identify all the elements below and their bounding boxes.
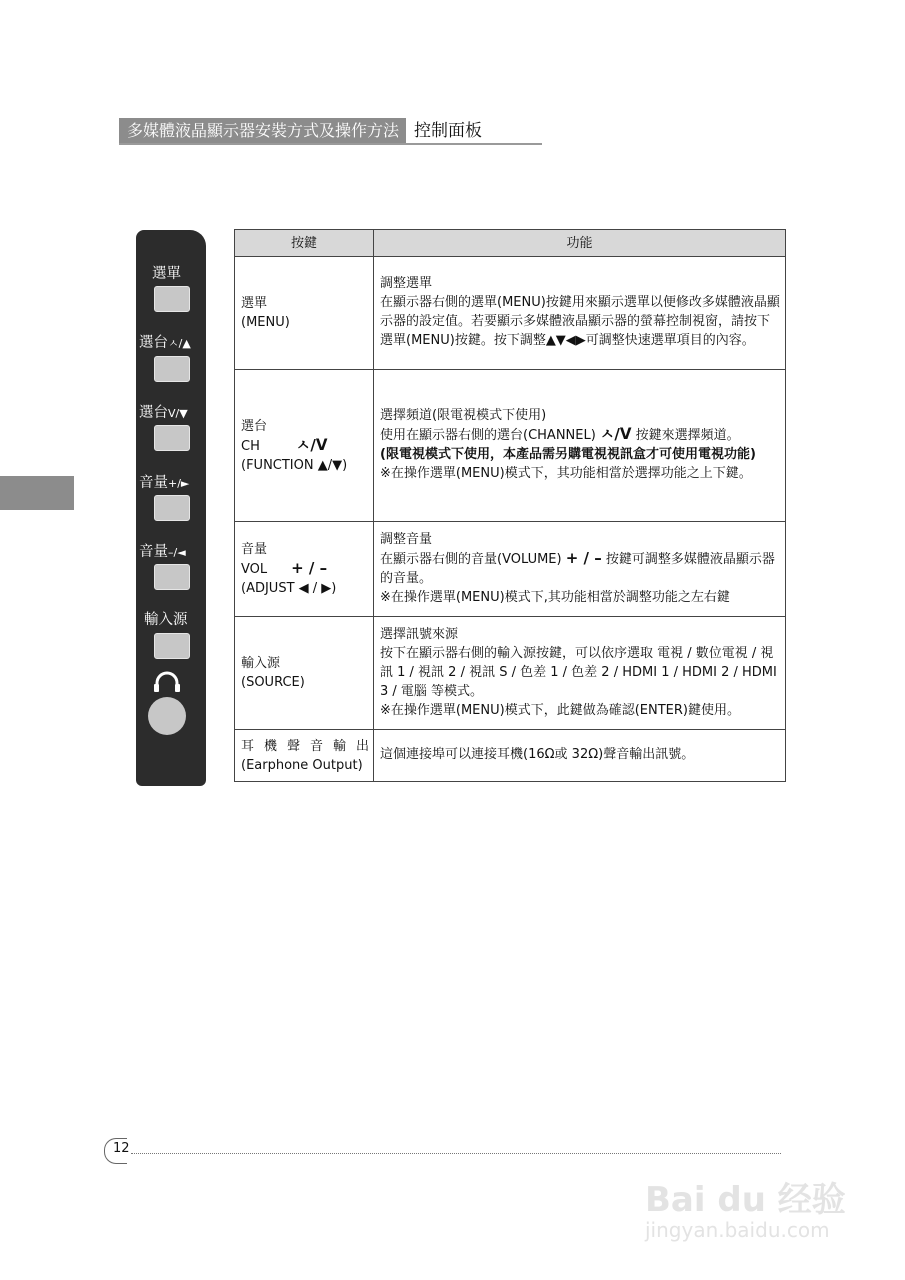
table-row bbox=[235, 257, 786, 370]
function-cell: 選擇頻道(限電視模式下使用) 使用在顯示器右側的選台(CHANNEL) ㅅ/ᐯ 按鍵來選擇頻道。 (限電視模式下使用，本產品需另購電視視訊盒才可使用電視功能) ※在操作選單(MENU)模式下，其功能相當於選擇功能之上下鍵。 bbox=[374, 370, 786, 522]
earphone-jack bbox=[148, 697, 186, 735]
panel-label-volume-down: 音量–/◄ bbox=[139, 544, 186, 560]
section-title: 多媒體液晶顯示器安裝方式及操作方法 bbox=[119, 118, 406, 144]
table-row bbox=[235, 730, 786, 782]
key-cell: 輸入源 (SOURCE) bbox=[235, 617, 374, 730]
baidu-watermark-logo: Bai du 经验 bbox=[645, 1180, 846, 1220]
key-cell: 音量 VOL + / – (ADJUST ◀ / ▶) bbox=[235, 522, 374, 617]
control-function-table bbox=[234, 229, 786, 782]
panel-source-button bbox=[154, 633, 190, 659]
column-header-key: 按鍵 bbox=[235, 230, 374, 257]
section-header bbox=[119, 118, 490, 144]
panel-label-channel-down: 選台ᐯ/▼ bbox=[139, 405, 188, 421]
chapter-tab bbox=[0, 476, 74, 510]
panel-label-channel-up: 選台ㅅ/▲ bbox=[139, 335, 191, 351]
page-title: 控制面板 bbox=[414, 121, 483, 141]
footer-dotted-rule bbox=[131, 1153, 781, 1154]
panel-menu-button bbox=[154, 286, 190, 312]
baidu-watermark-url: jingyan.baidu.com bbox=[645, 1218, 830, 1242]
function-cell: 選擇訊號來源 按下在顯示器右側的輸入源按鍵，可以依序選取 電視 / 數位電視 / 視訊 1 / 視訊 2 / 視訊 S / 色差 1 / 色差 2 / HDMI 1 / HDMI 2 / HDMI 3 / 電腦 等模式。 ※在操作選單(MENU)模式下，此鍵做為確認(ENTER)鍵使用。 bbox=[374, 617, 786, 730]
function-cell: 這個連接埠可以連接耳機(16Ω或 32Ω)聲音輸出訊號。 bbox=[374, 730, 786, 782]
table-row bbox=[235, 617, 786, 730]
table-header-row bbox=[235, 230, 786, 257]
column-header-function: 功能 bbox=[374, 230, 786, 257]
header-underline bbox=[119, 143, 542, 145]
panel-label-source: 輸入源 bbox=[144, 612, 188, 628]
panel-channel-up-button bbox=[154, 356, 190, 382]
key-cell: 耳機聲音輸出 (Earphone Output) bbox=[235, 730, 374, 782]
headphone-icon bbox=[148, 668, 186, 694]
key-cell: 選台 CH ㅅ/ᐯ (FUNCTION ▲/▼) bbox=[235, 370, 374, 522]
function-cell: 調整選單 在顯示器右側的選單(MENU)按鍵用來顯示選單以便修改多媒體液晶顯示器的設定值。若要顯示多媒體液晶顯示器的螢幕控制視窗，請按下選單(MENU)按鍵。按下調整▲▼◀▶可調整快速選單項目的內容。 bbox=[374, 257, 786, 370]
panel-label-menu: 選單 bbox=[152, 266, 181, 282]
table-row bbox=[235, 522, 786, 617]
page-number: 12 bbox=[113, 1141, 130, 1156]
panel-label-volume-up: 音量+/► bbox=[139, 475, 190, 491]
panel-volume-up-button bbox=[154, 495, 190, 521]
table-row bbox=[235, 370, 786, 522]
panel-volume-down-button bbox=[154, 564, 190, 590]
function-cell: 調整音量 在顯示器右側的音量(VOLUME) + / – 按鍵可調整多媒體液晶顯示器的音量。 ※在操作選單(MENU)模式下,其功能相當於調整功能之左右鍵 bbox=[374, 522, 786, 617]
key-cell: 選單 (MENU) bbox=[235, 257, 374, 370]
panel-channel-down-button bbox=[154, 425, 190, 451]
